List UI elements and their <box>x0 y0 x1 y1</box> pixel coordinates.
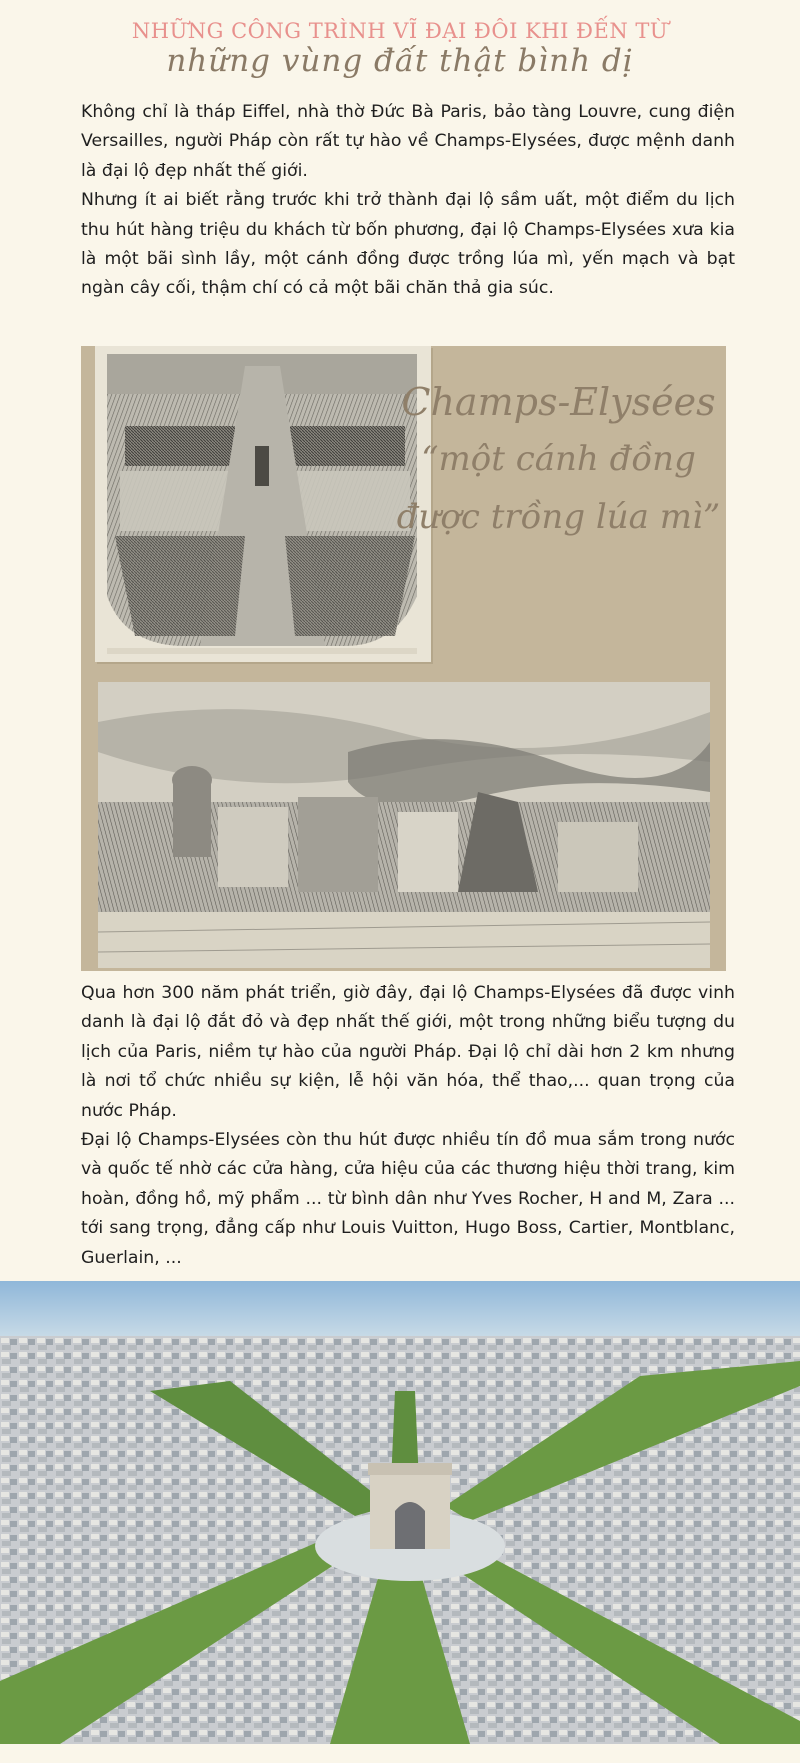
historic-panel <box>81 346 726 971</box>
outro-text <box>81 979 735 1273</box>
quote-line-2: được trồng lúa mì” <box>396 497 721 537</box>
outro-paragraph-1: Qua hơn 300 năm phát triển, giờ đây, đại lộ Champs-Elysées đã được vinh danh là đại lộ đắt đỏ và đẹp nhất thế giới, một trong những biểu tượng du lịch của Paris, niềm tự hào của người Pháp. Đại lộ chỉ dài hơn 2 km nhưng là nơi tổ chức nhiều sự kiện, lễ hội văn hóa, thể thao,... quan trọng của nước Pháp. <box>81 983 735 1121</box>
quote-title: Champs-Elysées <box>401 380 716 424</box>
intro-paragraph-2: Nhưng ít ai biết rằng trước khi trở thành đại lộ sầm uất, một điểm du lịch thu hút hàng triệu du khách từ bốn phương, đại lộ Champs-Elysées xưa kia là một bãi sình lầy, một cánh đồng được trồng lúa mì, yến mạch và bạt ngàn cây cối, thậm chí có cả một bãi chăn thả gia súc. <box>81 190 735 299</box>
heading-line-2: những vùng đất thật bình dị <box>166 43 634 79</box>
aerial-photo-champs-elysees <box>0 1281 800 1744</box>
intro-paragraph-1: Không chỉ là tháp Eiffel, nhà thờ Đức Bà Paris, bảo tàng Louvre, cung điện Versailles, người Pháp còn rất tự hào về Champs-Elysées, được mệnh danh là đại lộ đẹp nhất thế giới. <box>81 102 735 181</box>
intro-text <box>81 98 735 304</box>
panel-quote <box>391 374 726 546</box>
article-heading <box>0 14 800 80</box>
historic-engraving-street <box>98 682 710 968</box>
heading-line-1: NHỮNG CÔNG TRÌNH VĨ ĐẠI ĐÔI KHI ĐẾN TỪ <box>131 19 669 43</box>
outro-paragraph-2: Đại lộ Champs-Elysées còn thu hút được nhiều tín đồ mua sắm trong nước và quốc tế nhờ các cửa hàng, cửa hiệu của các thương hiệu thời trang, kim hoàn, đồng hồ, mỹ phẩm ... từ bình dân như Yves Rocher, H and M, Zara ... tới sang trọng, đẳng cấp như Louis Vuitton, Hugo Boss, Cartier, Montblanc, Guerlain, ... <box>81 1130 735 1268</box>
quote-line-1: “một cánh đồng <box>421 439 696 479</box>
historic-engraving-avenue <box>95 346 431 662</box>
